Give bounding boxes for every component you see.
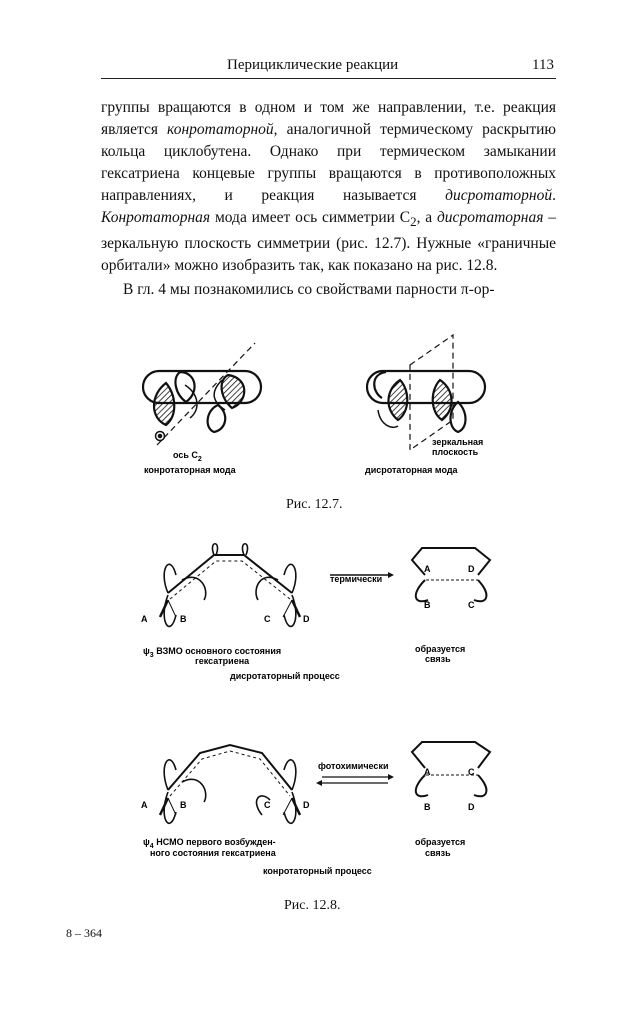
orbital-lobe [212, 544, 217, 555]
text-run: , а [416, 209, 437, 226]
bond [168, 798, 176, 815]
figure-caption-12-8: Рис. 12.8. [284, 898, 341, 913]
text-run: , аналогичной термическому раскрытию кольца циклобутена. Однако при термическом замыкании гексатриена концевые группы вращаются в противоположных направлениях, и реакция называется [101, 121, 556, 204]
bond [283, 798, 292, 815]
mirror-label-1: зеркальная [432, 437, 484, 447]
term-disrotatory-2: дисротаторная [436, 209, 544, 226]
substituent-A: A [141, 614, 148, 624]
orbital-lobe [416, 775, 428, 796]
substituent-C-2: C [264, 800, 271, 810]
substituent-B-2: B [180, 800, 187, 810]
orbital-lobe [284, 760, 296, 790]
hexatriene-lumo-diagram [160, 745, 300, 823]
bond-label-4: связь [425, 848, 451, 858]
homo-label-2: гексатриена [195, 656, 250, 666]
page-number: 113 [532, 57, 554, 73]
orbital-lobe [164, 760, 176, 790]
orbital-lobe [284, 792, 296, 823]
axis-label: ось $C_2$ [173, 450, 202, 463]
rotation-arrow [182, 779, 206, 802]
product-D-2: D [468, 802, 475, 812]
product-A-2: A [424, 767, 431, 777]
product-B-2: B [424, 802, 431, 812]
product-A: A [424, 564, 431, 574]
mirror-label-2: плоскость [432, 447, 479, 457]
rotation-arrow [182, 577, 206, 600]
disrotatory-caption: дисротаторная мода [365, 465, 458, 475]
orbital-lobe [416, 580, 428, 601]
subscript: 2 [410, 214, 417, 230]
product-C-2: C [468, 767, 475, 777]
bond [168, 600, 176, 617]
substituent-D-2: D [303, 800, 310, 810]
printer-signature: 8 – 364 [66, 926, 102, 940]
bond [283, 600, 292, 617]
product-D: D [468, 564, 475, 574]
lumo-label-2: ного состояния гексатриена [150, 848, 276, 858]
hexatriene-chain-dotted [170, 751, 290, 796]
figure-caption-12-7: Рис. 12.7. [286, 497, 343, 512]
orbital-lobe [164, 595, 176, 626]
orbital-lobe [474, 775, 486, 796]
hexatriene-chain [168, 745, 292, 790]
orbital-lobe [164, 792, 176, 823]
product-B: B [424, 600, 431, 610]
text-run: мода имеет ось симметрии C [210, 209, 411, 226]
photochemical-arrow-label: фотохимически [318, 761, 389, 771]
process-label: дисротаторный процесс [230, 671, 340, 681]
text-run: . [552, 187, 556, 204]
text-run: группы вращаются в одном и том же направлении, т.е. реакция является [101, 99, 556, 138]
term-conrotatory: конротаторной [167, 121, 274, 138]
bond-label-1: образуется [415, 644, 466, 654]
substituent-B: B [180, 614, 187, 624]
homo-label: $\psi_3$ ВЗМО основного состояния [143, 646, 282, 659]
rotation-arrow [256, 577, 278, 600]
hexatriene-chain-dotted [170, 561, 290, 599]
text-run: – зеркальную плоскость симметрии (рис. 12.7). Нужные «граничные орбитали» можно изобразить так, как показано на рис. 12.8. [101, 209, 556, 275]
process-label-2: конротаторный процесс [263, 866, 372, 876]
text-run: В гл. 4 мы познакомились со свойствами парности π-ор- [123, 281, 495, 299]
cyclohexadiene-product [412, 548, 490, 601]
substituent-C: C [264, 614, 271, 624]
arrow-head [388, 774, 394, 780]
conrotatory-caption: конротаторная мода [144, 465, 236, 475]
bond-label-3: образуется [415, 837, 466, 847]
product-C: C [468, 600, 475, 610]
lumo-label: $\psi_4$ НСМО первого возбужден- [143, 837, 276, 850]
product-ring [412, 742, 490, 768]
header-title: Перициклические реакции [227, 57, 399, 73]
term-conrotatory-2: Конротаторная [101, 209, 211, 226]
arrow-head [388, 572, 394, 578]
substituent-D: D [303, 614, 310, 624]
arrow-head [316, 780, 322, 786]
thermal-arrow-label: термически [330, 574, 383, 584]
term-disrotatory: дисротаторной [445, 187, 553, 204]
orbital-lobe [474, 580, 486, 601]
orbital-lobe [242, 544, 247, 555]
bond-label-2: связь [425, 654, 451, 664]
substituent-A-2: A [141, 800, 148, 810]
